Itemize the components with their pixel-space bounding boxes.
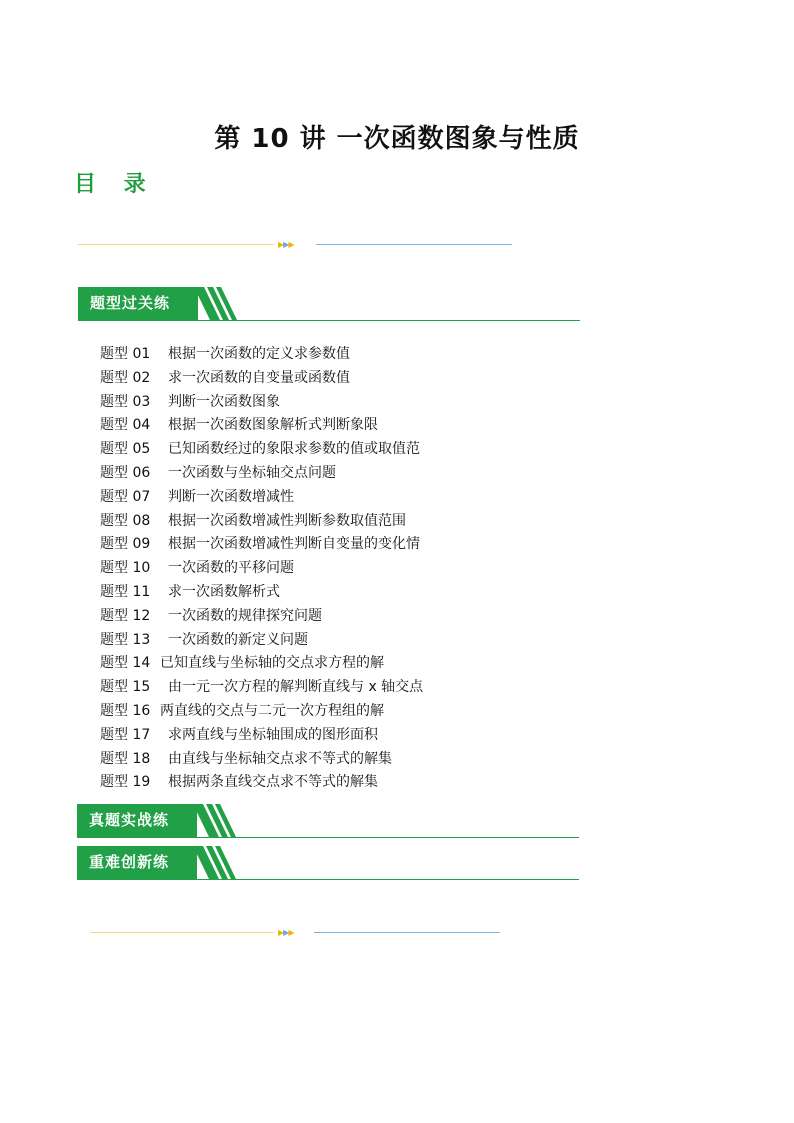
triple-arrow-right-icon: ▶▶▶ — [278, 928, 294, 937]
toc-item-number: 题型 17 — [100, 726, 151, 743]
toc-item[interactable] — [100, 700, 423, 724]
toc-item-text: 两直线的交点与二元一次方程组的解 — [160, 702, 384, 719]
toc-item[interactable] — [100, 343, 423, 367]
section-practice — [78, 287, 580, 321]
toc-item-text: 一次函数与坐标轴交点问题 — [168, 464, 336, 481]
section-real-exam-label: 真题实战练 — [77, 804, 197, 837]
toc-item-number: 题型 13 — [100, 631, 151, 648]
divider-left-line — [78, 244, 274, 245]
toc-item-text: 由直线与坐标轴交点求不等式的解集 — [168, 750, 392, 767]
toc-item-text: 求一次函数的自变量或函数值 — [168, 369, 350, 386]
toc-item-number: 题型 12 — [100, 607, 151, 624]
toc-item-number: 题型 19 — [100, 774, 151, 791]
diagonal-stripes-icon — [193, 846, 237, 879]
toc-item[interactable] — [100, 557, 423, 581]
toc-item-text: 求两直线与坐标轴围成的图形面积 — [168, 726, 378, 743]
toc-item-text: 根据一次函数增减性判断参数取值范围 — [168, 512, 406, 529]
toc-item-text: 一次函数的平移问题 — [168, 560, 294, 577]
toc-item[interactable] — [100, 438, 423, 462]
toc-item[interactable] — [100, 748, 423, 772]
toc-item[interactable] — [100, 676, 423, 700]
toc-item-text: 根据一次函数图象解析式判断象限 — [168, 417, 378, 434]
section-challenge — [77, 846, 579, 880]
document-title: 第 10 讲 一次函数图象与性质 — [214, 124, 580, 155]
toc-item-text: 判断一次函数增减性 — [168, 488, 294, 505]
toc-item[interactable] — [100, 581, 423, 605]
toc-list — [100, 343, 423, 795]
toc-item[interactable] — [100, 462, 423, 486]
toc-item-number: 题型 18 — [100, 750, 151, 767]
toc-item-text: 根据一次函数的定义求参数值 — [168, 346, 350, 362]
toc-item-number: 题型 01 — [100, 346, 151, 362]
toc-item-text: 求一次函数解析式 — [168, 583, 280, 600]
divider-left-line — [90, 932, 274, 933]
toc-item[interactable] — [100, 367, 423, 391]
triple-arrow-right-icon: ▶▶▶ — [278, 240, 294, 249]
toc-item-text: 已知直线与坐标轴的交点求方程的解 — [160, 655, 384, 672]
toc-item-text: 判断一次函数图象 — [168, 393, 280, 410]
toc-heading: 目 录 — [74, 172, 156, 197]
toc-item-number: 题型 11 — [100, 583, 151, 600]
section-real-exam — [77, 804, 579, 838]
toc-item-number: 题型 15 — [100, 679, 151, 696]
bottom-divider — [90, 928, 502, 938]
section-challenge-label: 重难创新练 — [77, 846, 197, 879]
toc-item-text: 根据一次函数增减性判断自变量的变化情 — [168, 536, 420, 553]
diagonal-stripes-icon — [193, 804, 237, 837]
toc-item-number: 题型 07 — [100, 488, 151, 505]
toc-item-number: 题型 04 — [100, 417, 151, 434]
section-real-exam-rule — [77, 837, 579, 839]
toc-item-text: 根据两条直线交点求不等式的解集 — [168, 774, 378, 791]
toc-item[interactable] — [100, 414, 423, 438]
toc-item-number: 题型 14 — [100, 655, 151, 672]
toc-item-text: 一次函数的规律探究问题 — [168, 607, 322, 624]
toc-item-number: 题型 10 — [100, 560, 151, 577]
top-divider — [78, 240, 514, 250]
toc-item-number: 题型 02 — [100, 369, 151, 386]
toc-item[interactable] — [100, 391, 423, 415]
toc-item[interactable] — [100, 652, 423, 676]
toc-item[interactable] — [100, 533, 423, 557]
toc-item[interactable] — [100, 724, 423, 748]
section-challenge-rule — [77, 879, 579, 881]
toc-item[interactable] — [100, 510, 423, 534]
toc-item-number: 题型 03 — [100, 393, 151, 410]
toc-item-number: 题型 09 — [100, 536, 151, 553]
divider-right-line — [316, 244, 512, 245]
toc-item-text: 一次函数的新定义问题 — [168, 631, 308, 648]
diagonal-stripes-icon — [194, 287, 238, 320]
toc-item-number: 题型 16 — [100, 702, 151, 719]
toc-item-text: 由一元一次方程的解判断直线与 x 轴交点 — [168, 679, 424, 696]
toc-item[interactable] — [100, 629, 423, 653]
section-practice-rule — [78, 320, 580, 322]
toc-item-text: 已知函数经过的象限求参数的值或取值范 — [168, 441, 420, 458]
toc-item[interactable] — [100, 605, 423, 629]
divider-right-line — [314, 932, 500, 933]
toc-item-number: 题型 08 — [100, 512, 151, 529]
toc-item-number: 题型 06 — [100, 464, 151, 481]
toc-item[interactable] — [100, 486, 423, 510]
toc-item[interactable] — [100, 771, 423, 795]
section-practice-label: 题型过关练 — [78, 287, 198, 320]
toc-item-number: 题型 05 — [100, 441, 151, 458]
